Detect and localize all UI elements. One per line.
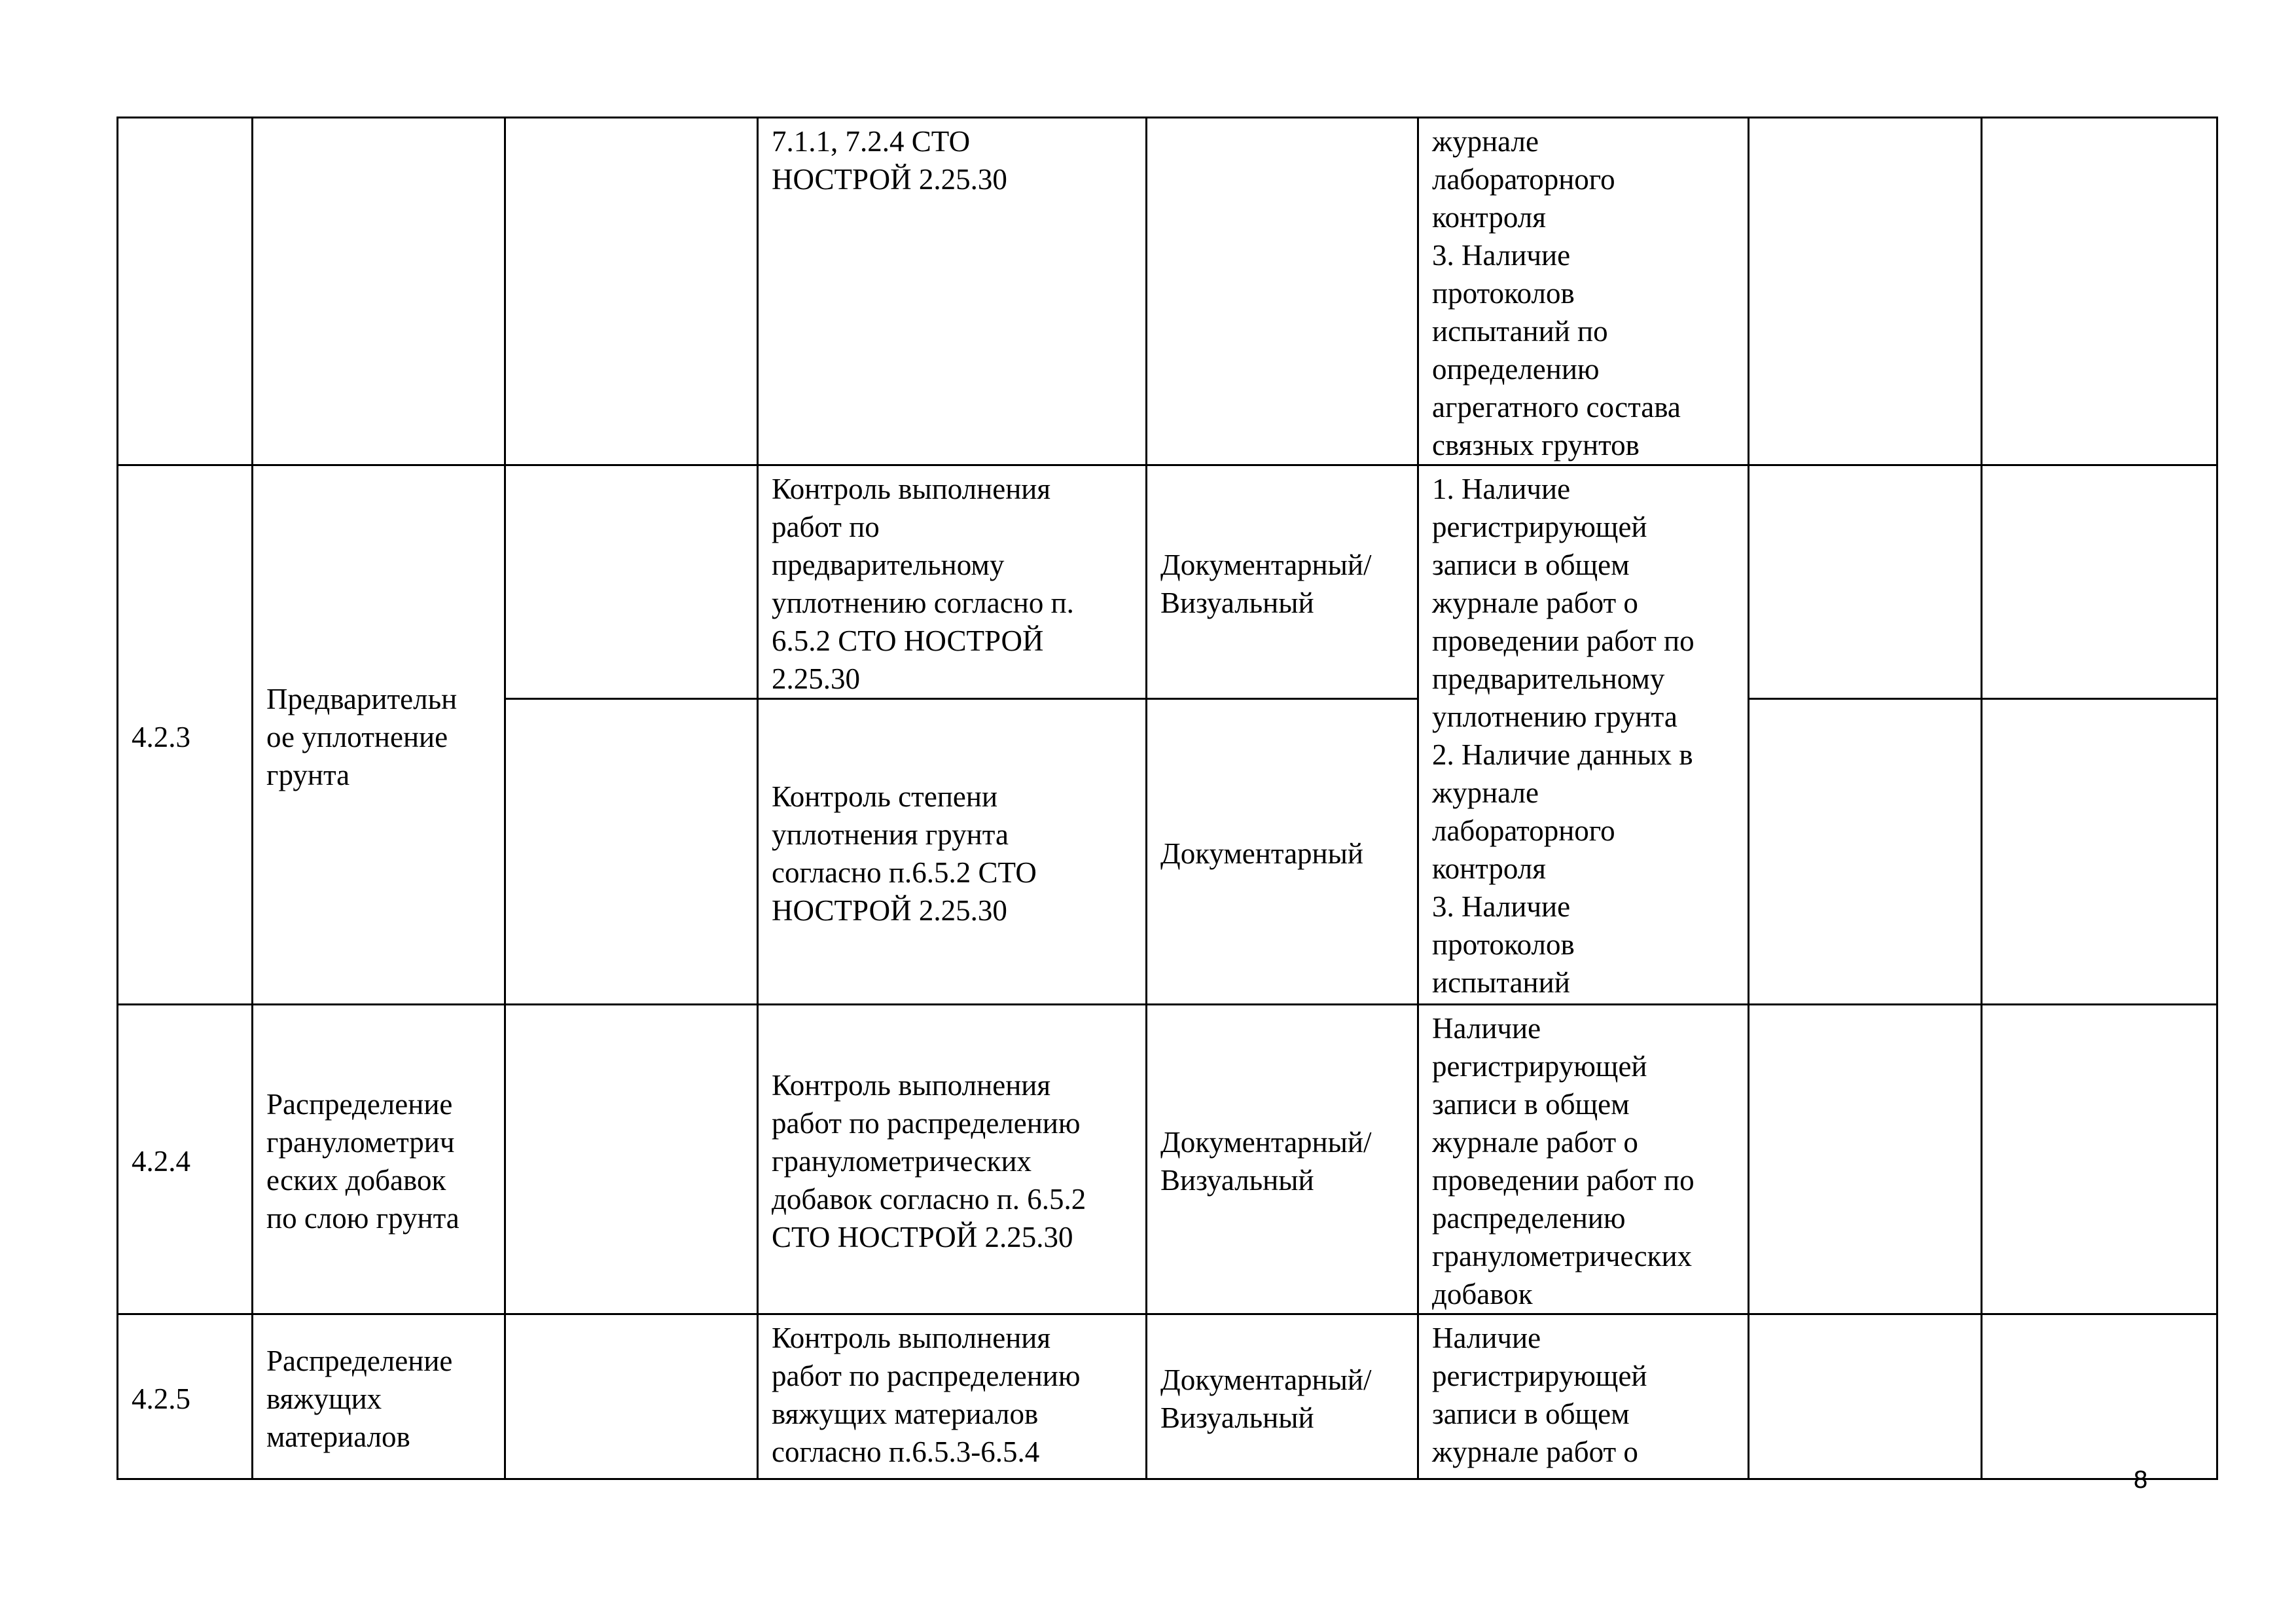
cell-method: Документарный/ Визуальный (1147, 465, 1418, 699)
cell-col8 (1982, 465, 2217, 699)
cell-method: Документарный/ Визуальный (1147, 1314, 1418, 1479)
cell-col3 (505, 1005, 758, 1314)
cell-evidence: Наличие регистрирующей записи в общем журнале работ о проведении работ по распределению гранулометрических добавок (1418, 1005, 1749, 1314)
cell-control: Контроль выполнения работ по распределению гранулометрических добавок согласно п. 6.5.2 СТО НОСТРОЙ 2.25.30 (758, 1005, 1147, 1314)
cell-evidence: журнале лабораторного контроля 3. Наличие протоколов испытаний по определению агрегатного состава связных грунтов (1418, 118, 1749, 465)
cell-control: Контроль степени уплотнения грунта согласно п.6.5.2 СТО НОСТРОЙ 2.25.30 (758, 699, 1147, 1005)
table-row (118, 465, 2217, 699)
cell-col8 (1982, 118, 2217, 465)
cell-operation: Распределение вяжущих материалов (253, 1314, 505, 1479)
cell-evidence: 1. Наличие регистрирующей записи в общем журнале работ о проведении работ по предварительному уплотнению грунта 2. Наличие данных в журнале лабораторного контроля 3. Наличие протоколов испытаний (1418, 465, 1749, 1005)
cell-col8 (1982, 1314, 2217, 1479)
cell-col7 (1749, 1005, 1982, 1314)
cell-col7 (1749, 118, 1982, 465)
cell-col8 (1982, 1005, 2217, 1314)
cell-control: Контроль выполнения работ по распределению вяжущих материалов согласно п.6.5.3-6.5.4 (758, 1314, 1147, 1479)
cell-col7 (1749, 465, 1982, 699)
cell-col3 (505, 1314, 758, 1479)
cell-operation: Распределение гранулометрич еских добавок по слою грунта (253, 1005, 505, 1314)
cell-col3 (505, 118, 758, 465)
cell-number: 4.2.4 (118, 1005, 253, 1314)
table-row (118, 1005, 2217, 1314)
cell-number: 4.2.3 (118, 465, 253, 1005)
cell-control: Контроль выполнения работ по предварительному уплотнению согласно п. 6.5.2 СТО НОСТРОЙ 2.25.30 (758, 465, 1147, 699)
cell-number (118, 118, 253, 465)
cell-operation: Предварительн ое уплотнение грунта (253, 465, 505, 1005)
table-row (118, 1314, 2217, 1479)
table-row (118, 118, 2217, 465)
cell-evidence: Наличие регистрирующей записи в общем журнале работ о (1418, 1314, 1749, 1479)
cell-control: 7.1.1, 7.2.4 СТО НОСТРОЙ 2.25.30 (758, 118, 1147, 465)
cell-col7 (1749, 1314, 1982, 1479)
cell-col3 (505, 699, 758, 1005)
cell-col8 (1982, 699, 2217, 1005)
cell-col3 (505, 465, 758, 699)
page-number: 8 (2133, 1467, 2148, 1494)
cell-method: Документарный (1147, 699, 1418, 1005)
quality-control-table (117, 117, 2218, 1480)
cell-method: Документарный/ Визуальный (1147, 1005, 1418, 1314)
cell-operation (253, 118, 505, 465)
cell-col7 (1749, 699, 1982, 1005)
cell-method (1147, 118, 1418, 465)
cell-number: 4.2.5 (118, 1314, 253, 1479)
